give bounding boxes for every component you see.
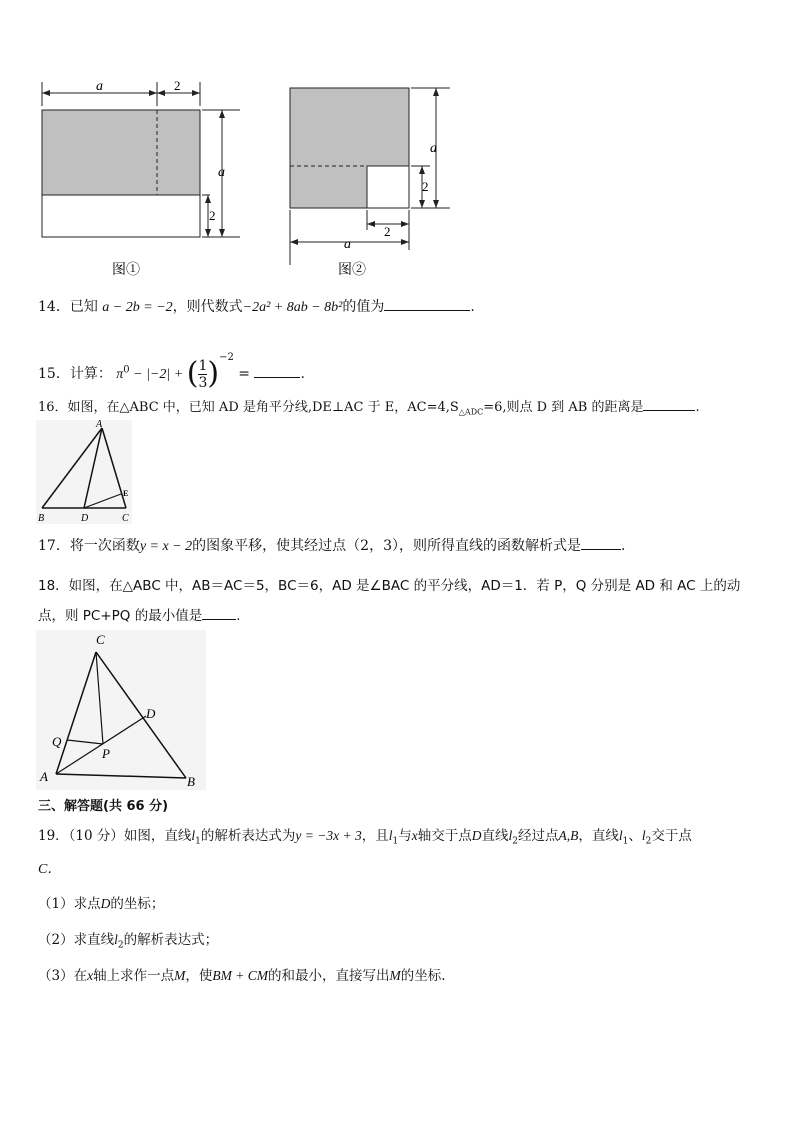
question-17: 17．将一次函数y = x − 2的图象平移，使其经过点（2，3），则所得直线的函数解析式是 . xyxy=(38,535,625,557)
figure-2-label-2-right: 2 xyxy=(422,179,429,194)
label-C: C xyxy=(96,632,105,647)
q14-condition: a − 2b = −2 xyxy=(102,300,173,315)
q19-line-2: C． xyxy=(38,862,62,877)
q19-part-3: （3）在x轴上求作一点M，使BM + CM的和最小，直接写出M的坐标. xyxy=(38,968,446,984)
q14-answer-blank[interactable] xyxy=(384,296,470,311)
question-14: 14．已知 a − 2b = −2，则代数式−2a² + 8ab − 8b²的值为 . xyxy=(38,296,475,318)
label-E: E xyxy=(123,489,129,498)
q15-answer-blank[interactable] xyxy=(254,355,300,378)
pi-symbol: π xyxy=(116,367,124,382)
q15-fraction: $\frac{1}{3}$ xyxy=(198,357,208,391)
figure-1 xyxy=(30,76,250,286)
label-P: P xyxy=(102,746,110,761)
q16-answer-blank[interactable] xyxy=(643,396,695,411)
label-C: C xyxy=(122,513,129,524)
q19-part-1: （1）求点D的坐标； xyxy=(38,896,165,912)
figure-1-label-2-right: 2 xyxy=(209,208,216,223)
figure-2-caption: 图② xyxy=(338,263,366,278)
label-Q: Q xyxy=(52,734,62,749)
figure-2-label-a-right: a xyxy=(430,141,437,156)
q17-answer-blank[interactable] xyxy=(581,535,621,550)
label-A: A xyxy=(96,420,103,430)
question-16: 16．如图，在△ABC 中，已知 AD 是角平分线,DE⊥AC 于 E，$AC=4,S_{\triangle ADC}=6$,则点 D 到 AB 的距离是 . xyxy=(38,396,700,423)
section-3-title: 三、解答题(共 66 分) xyxy=(38,799,169,814)
question-19: 19．（10 分）如图，直线$l_1$的解析表达式为y = −3x + 3，且$l_1$与x轴交于点D直线$l_2$经过点A,B，直线$l_1$、$l_2$交于点 xyxy=(38,828,692,847)
q14-expression: −2a² + 8ab − 8b² xyxy=(242,300,343,315)
label-A: A xyxy=(40,769,48,784)
figure-2-white-square xyxy=(367,166,409,208)
figure-2-label-a-bottom: a xyxy=(344,237,351,252)
q17-function: y = x − 2 xyxy=(139,539,193,554)
figure-2 xyxy=(280,80,470,285)
label-B: B xyxy=(38,513,45,524)
figure-1-label-2-top: 2 xyxy=(174,78,181,93)
figure-1-shaded-region xyxy=(42,110,200,195)
figure-2-label-2-bottom: 2 xyxy=(384,224,391,239)
label-D: D xyxy=(81,513,89,524)
q19-part-2: （2）求直线$l_2$的解析表达式； xyxy=(38,932,219,951)
figure-q18-triangle xyxy=(36,630,206,790)
figure-1-caption: 图① xyxy=(112,263,140,278)
q19-equation: y = −3x + 3 xyxy=(295,828,362,843)
q18-answer-blank[interactable] xyxy=(202,605,236,620)
figure-1-label-a-right: a xyxy=(218,165,225,180)
label-D: D xyxy=(146,706,156,721)
question-15: 15．计算： $\pi^0 - |-2|$ + ( $\frac{1}{3}$ )$^{-2}$ = . xyxy=(38,352,305,391)
question-18: 18．如图，在△ABC 中，AB＝AC＝5，BC＝6，AD 是∠BAC 的平分线，AD＝1．若 P，Q 分别是 AD 和 AC 上的动 点，则 PC+PQ 的最小值是 . xyxy=(38,578,741,624)
figure-q16-triangle xyxy=(36,420,132,524)
label-B: B xyxy=(187,774,195,789)
figure-1-label-a-top: a xyxy=(96,79,103,94)
figure-1-lower-strip xyxy=(42,195,200,237)
